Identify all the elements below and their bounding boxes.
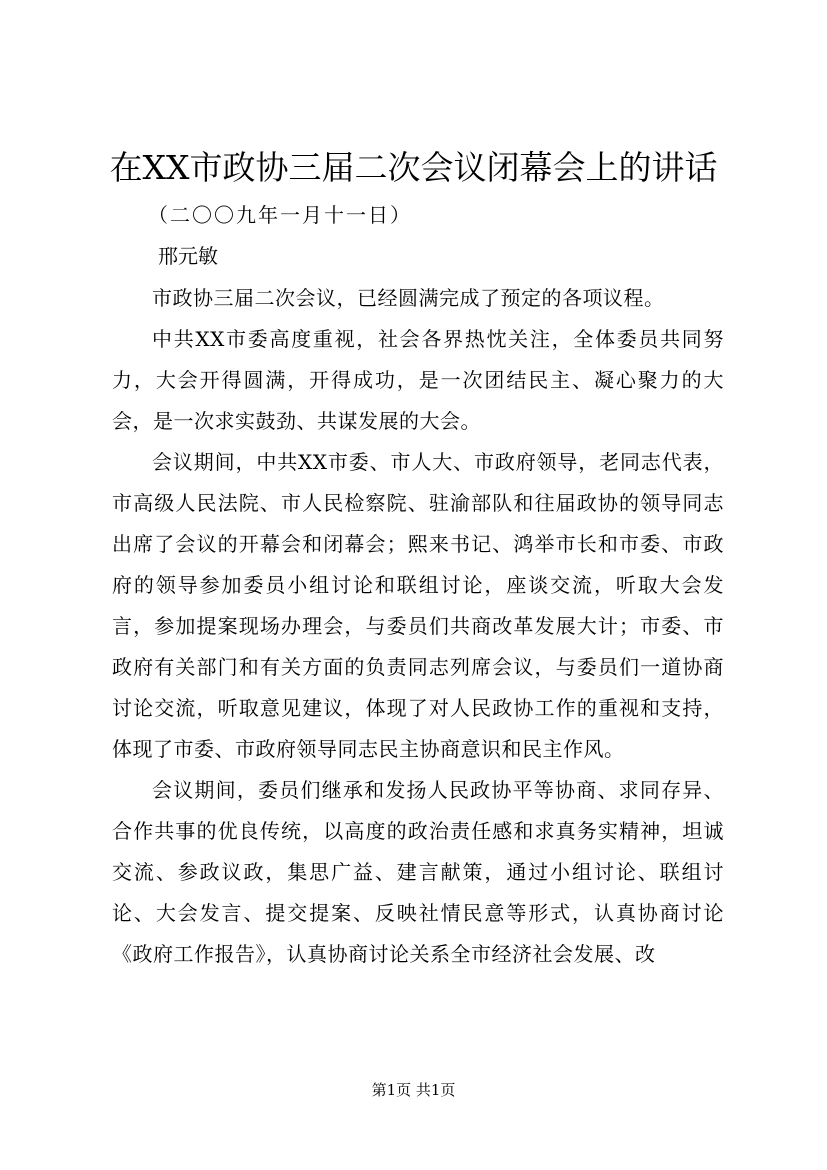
document-title: 在XX市政协三届二次会议闭幕会上的讲话 — [109, 148, 718, 187]
paragraph: 市政协三届二次会议，已经圆满完成了预定的各项议程。 — [152, 286, 665, 310]
paragraph: 中共XX市委高度重视，社会各界热忱关注，全体委员共同努力，大会开得圆满，开得成功，是一次团结民主、凝心聚力的大会，是一次求实鼓劲、共谋发展的大会。 — [112, 327, 724, 433]
document-date: （二〇〇九年一月十一日） — [148, 203, 412, 227]
document-body — [112, 278, 724, 975]
document-author: 邢元敏 — [158, 244, 218, 268]
page-footer: 第1页 共1页 — [371, 1081, 456, 1099]
paragraph: 会议期间，委员们继承和发扬人民政协平等协商、求同存异、合作共事的优良传统，以高度的政治责任感和求真务实精神，坦诚交流、参政议政，集思广益、建言献策，通过小组讨论、联组讨论、大会发言、提交提案、反映社情民意等形式，认真协商讨论《政府工作报告》，认真协商讨论关系全市经济社会发展、改 — [112, 778, 724, 966]
paragraph: 会议期间，中共XX市委、市人大、市政府领导，老同志代表，市高级人民法院、市人民检察院、驻渝部队和往届政协的领导同志出席了会议的开幕会和闭幕会；熙来书记、鸿举市长和市委、市政府的领导参加委员小组讨论和联组讨论，座谈交流，听取大会发言，参加提案现场办理会，与委员们共商改革发展大计；市委、市政府有关部门和有关方面的负责同志列席会议，与委员们一道协商讨论交流，听取意见建议，体现了对人民政协工作的重视和支持，体现了市委、市政府领导同志民主协商意识和民主作风。 — [112, 450, 724, 761]
